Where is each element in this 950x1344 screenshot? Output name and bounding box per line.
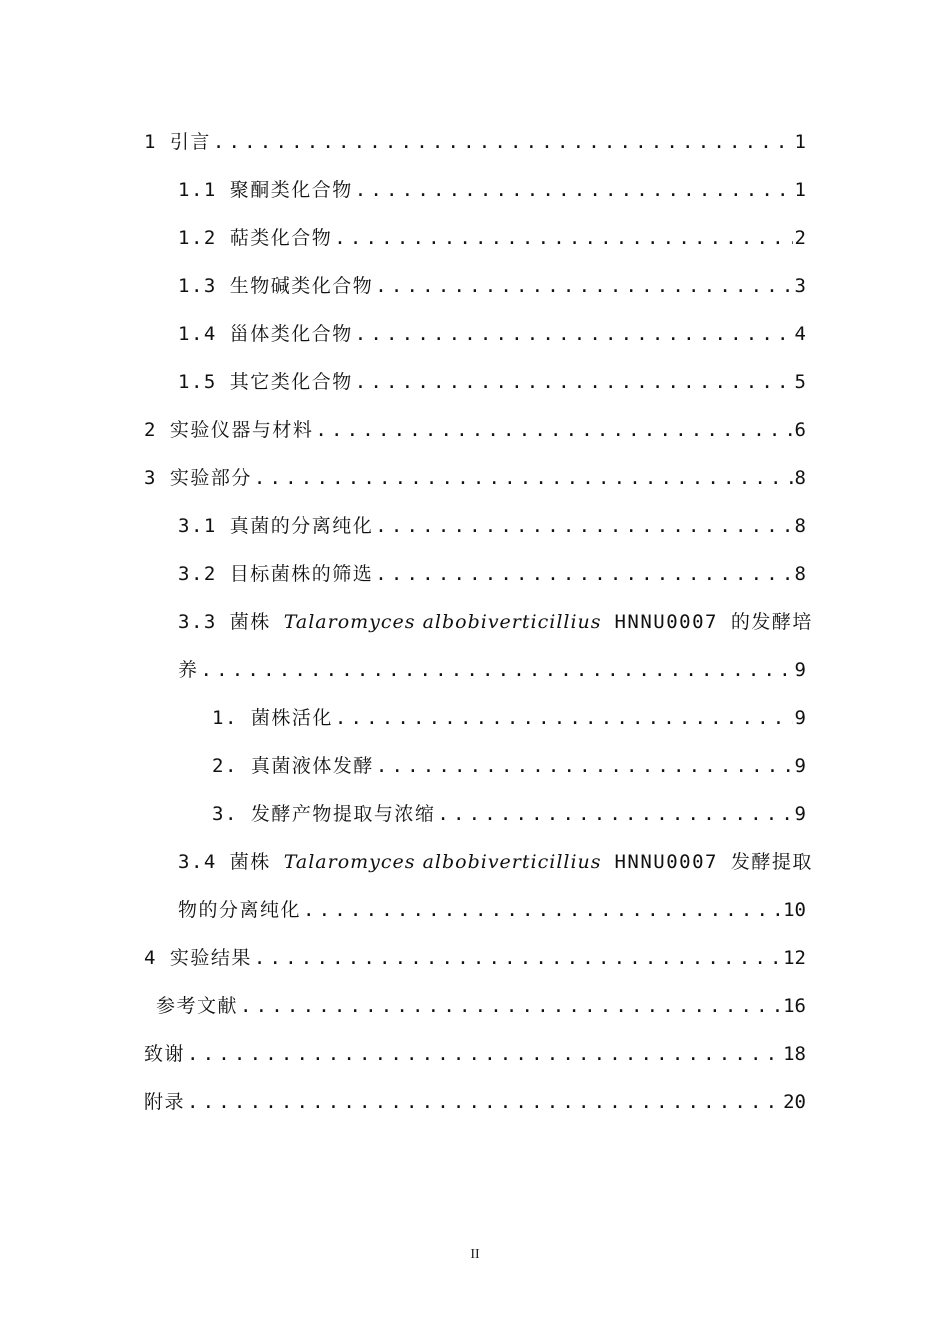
toc-entry-title: 参考文献: [156, 995, 239, 1017]
toc-page-number: 3: [794, 275, 806, 297]
toc-leader-dots: [375, 514, 792, 538]
toc-entry-title-continuation: 养: [178, 659, 199, 681]
toc-entry-suffix: HNNU0007 的发酵培: [601, 611, 813, 633]
toc-entry-title: 2. 真菌液体发酵: [212, 755, 374, 777]
toc-entry-title: [178, 610, 813, 634]
toc-page-number: 8: [794, 515, 806, 537]
toc-leader-dots: [334, 226, 792, 250]
toc-entry-title: 4 实验结果: [144, 947, 252, 969]
toc-entry-title: 1.5 其它类化合物: [178, 371, 353, 393]
toc-entry-title: 3. 发酵产物提取与浓缩: [212, 803, 436, 825]
toc-entry-ch2[interactable]: [144, 412, 806, 442]
toc-page-number: 18: [783, 1043, 806, 1065]
species-name: Talaromyces albobiverticillius: [283, 611, 602, 633]
toc-entry-appendix[interactable]: [144, 1084, 806, 1114]
toc-page-number: 9: [794, 803, 806, 825]
toc-page-number: 20: [783, 1091, 806, 1113]
toc-entry-title: 3.2 目标菌株的筛选: [178, 563, 374, 585]
toc-entry-s1-5[interactable]: [178, 364, 806, 394]
toc-page-number: 4: [794, 323, 806, 345]
toc-leader-dots: [355, 370, 793, 394]
toc-leader-dots: [254, 466, 793, 490]
toc-leader-dots: [355, 178, 793, 202]
toc-entry-s1-4[interactable]: [178, 316, 806, 346]
toc-leader-dots: [213, 130, 793, 154]
toc-entry-prefix: 3.3 菌株: [178, 611, 284, 633]
toc-page-number: 2: [794, 227, 806, 249]
toc-leader-dots: [254, 946, 781, 970]
toc-leader-dots: [201, 658, 793, 682]
toc-entry-s1-1[interactable]: [178, 172, 806, 202]
toc-entry-title: 3.1 真菌的分离纯化: [178, 515, 374, 537]
toc-entry-s3-3-2[interactable]: [212, 748, 806, 778]
toc-entry-s1-2[interactable]: [178, 220, 806, 250]
toc-page-number: 9: [794, 659, 806, 681]
toc-leader-dots: [240, 994, 781, 1018]
toc-entry-s3-3[interactable]: [178, 604, 813, 634]
toc-page-number: 1: [794, 131, 806, 153]
toc-entry-s3-3-3[interactable]: [212, 796, 806, 826]
toc-entry-prefix: 3.4 菌株: [178, 851, 284, 873]
toc-page-number: 6: [794, 419, 806, 441]
toc-entry-ack[interactable]: [144, 1036, 806, 1066]
toc-leader-dots: [376, 754, 793, 778]
toc-entry-s3-1[interactable]: [178, 508, 806, 538]
toc-entry-title: 1.1 聚酮类化合物: [178, 179, 353, 201]
species-name: Talaromyces albobiverticillius: [283, 851, 602, 873]
toc-entry-suffix: HNNU0007 发酵提取: [601, 851, 813, 873]
toc-entry-s3-3-continuation[interactable]: [178, 652, 806, 682]
toc-leader-dots: [315, 418, 792, 442]
toc-leader-dots: [355, 322, 793, 346]
toc-entry-title: 2 实验仪器与材料: [144, 419, 314, 441]
toc-leader-dots: [187, 1042, 781, 1066]
toc-entry-s3-4-continuation[interactable]: [178, 892, 806, 922]
toc-leader-dots: [375, 274, 792, 298]
toc-page-number: 9: [794, 707, 806, 729]
toc-page-number: 8: [794, 467, 806, 489]
toc-entry-title: 1 引言: [144, 131, 211, 153]
toc-entry-title-continuation: 物的分离纯化: [178, 899, 302, 921]
toc-leader-dots: [303, 898, 781, 922]
toc-entry-title: 附录: [144, 1091, 186, 1113]
toc-page-number: 1: [794, 179, 806, 201]
toc-leader-dots: [187, 1090, 781, 1114]
toc-entry-ch1[interactable]: [144, 124, 806, 154]
toc-entry-title: 1.3 生物碱类化合物: [178, 275, 374, 297]
toc-entry-title: 1.2 萜类化合物: [178, 227, 333, 249]
toc-page-number: 16: [783, 995, 806, 1017]
toc-entry-s3-4[interactable]: [178, 844, 813, 874]
toc-page-number: 5: [794, 371, 806, 393]
page-footer-number: II: [470, 1247, 480, 1262]
toc-entry-title: 致谢: [144, 1043, 186, 1065]
toc-entry-title: 1.4 甾体类化合物: [178, 323, 353, 345]
toc-leader-dots: [335, 706, 793, 730]
toc-leader-dots: [375, 562, 792, 586]
toc-entry-ch3[interactable]: [144, 460, 806, 490]
toc-page-number: 8: [794, 563, 806, 585]
toc-entry-ch4[interactable]: [144, 940, 806, 970]
toc-page-number: 9: [794, 755, 806, 777]
toc-entry-title: 1. 菌株活化: [212, 707, 333, 729]
toc-leader-dots: [437, 802, 792, 826]
toc-page-number: 12: [783, 947, 806, 969]
toc-entry-refs[interactable]: [156, 988, 806, 1018]
toc-entry-s3-2[interactable]: [178, 556, 806, 586]
toc-entry-s3-3-1[interactable]: [212, 700, 806, 730]
toc-entry-title: 3 实验部分: [144, 467, 252, 489]
toc-entry-title: [178, 850, 813, 874]
toc-page-number: 10: [783, 899, 806, 921]
toc-entry-s1-3[interactable]: [178, 268, 806, 298]
